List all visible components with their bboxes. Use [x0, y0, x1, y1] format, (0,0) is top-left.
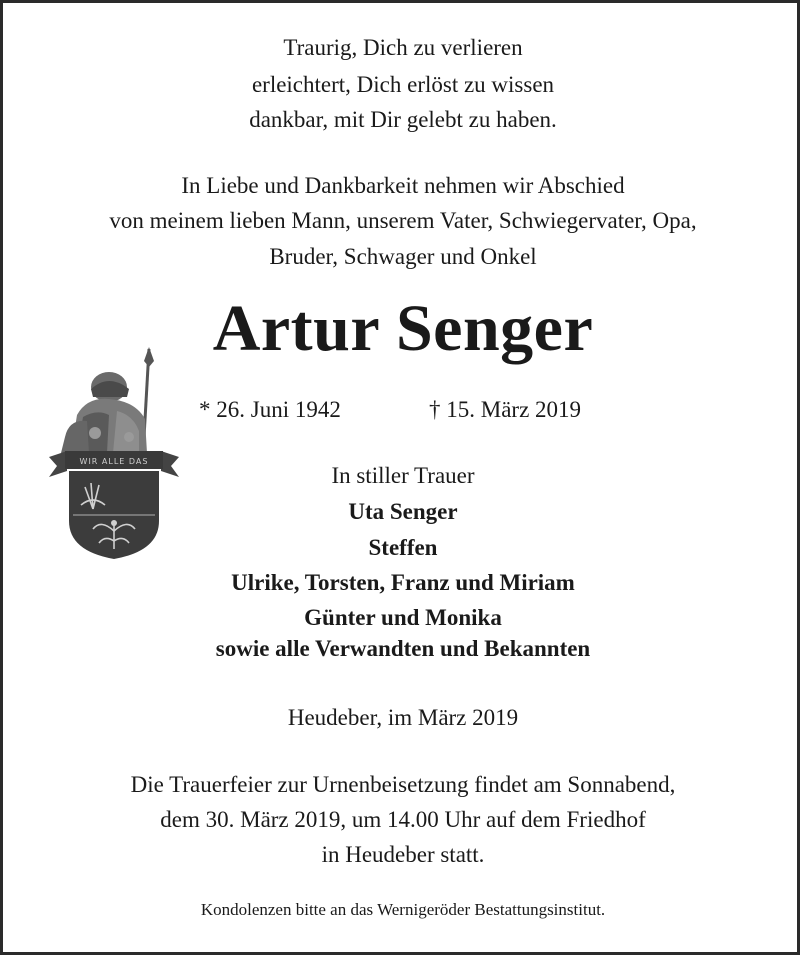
mourners-heading: In stiller Trauer — [331, 463, 475, 488]
intro-line-3: Bruder, Schwager und Onkel — [269, 244, 537, 269]
mourner-3: Ulrike, Torsten, Franz und Miriam — [231, 570, 575, 595]
intro-line-2: von meinem lieben Mann, unserem Vater, Schwiegervater, Opa, — [109, 208, 697, 233]
ceremony-line-3: in Heudeber statt. — [321, 842, 485, 867]
poem-line-1: Traurig, Dich zu verlieren — [283, 35, 523, 60]
mourner-1: Uta Senger — [348, 499, 458, 524]
place-date: Heudeber, im März 2019 — [287, 705, 519, 730]
crest-banner-text: WIR ALLE DAS — [79, 457, 149, 466]
deceased-name: Artur Senger — [212, 292, 594, 365]
condolence-note: Kondolenzen bitte an das Wernigeröder Bestattungsinstitut. — [200, 900, 606, 919]
guild-crest-icon — [47, 345, 181, 561]
ceremony-line-2: dem 30. März 2019, um 14.00 Uhr auf dem Friedhof — [160, 807, 646, 832]
poem-line-2: erleichtert, Dich erlöst zu wissen — [251, 72, 555, 97]
birth-date: * 26. Juni 1942 — [199, 397, 341, 422]
poem-line-3: dankbar, mit Dir gelebt zu haben. — [249, 107, 557, 132]
mourner-5: sowie alle Verwandten und Bekannten — [215, 636, 591, 661]
intro-line-1: In Liebe und Dankbarkeit nehmen wir Abschied — [181, 173, 625, 198]
mourner-2: Steffen — [368, 535, 438, 560]
death-date: † 15. März 2019 — [429, 397, 582, 422]
mourner-4: Günter und Monika — [304, 605, 502, 630]
ceremony-line-1: Die Trauerfeier zur Urnenbeisetzung findet am Sonnabend, — [130, 772, 676, 797]
